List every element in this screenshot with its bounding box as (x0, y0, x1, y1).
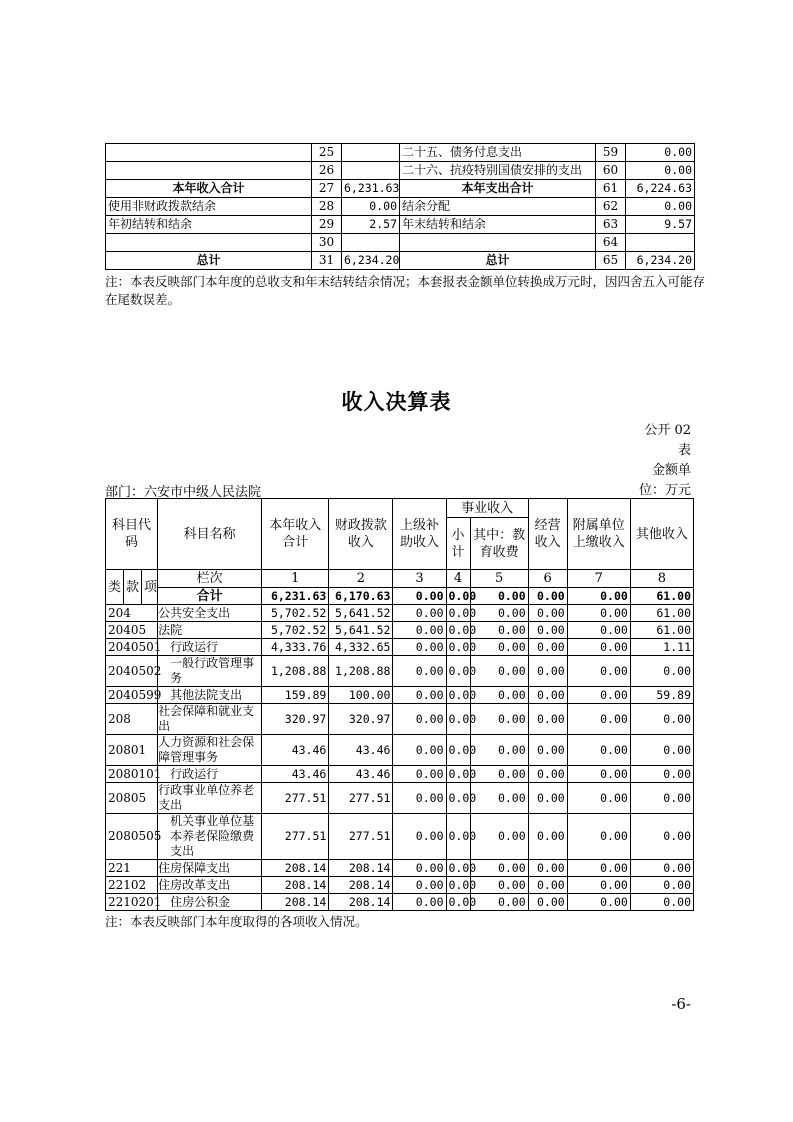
table-row (106, 639, 694, 656)
row-value: 0.00 (470, 639, 528, 656)
row-value: 208.14 (329, 860, 393, 877)
row-value: 0.00 (393, 622, 446, 639)
row-value: 277.51 (329, 783, 393, 814)
unit-label-line1: 金额单 (651, 463, 691, 478)
row-value: 0.00 (567, 656, 630, 687)
row-left-amount (342, 162, 400, 180)
row-value: 1,208.88 (329, 656, 393, 687)
row-left-line-no: 29 (312, 216, 342, 234)
header-row-1 (106, 499, 694, 518)
row-value: 0.00 (470, 704, 528, 735)
row-right-label: 年末结转和结余 (400, 216, 596, 234)
row-right-label: 二十六、抗疫特别国债安排的支出 (400, 162, 596, 180)
total-row-label: 合计 (158, 588, 262, 605)
header-fiscal: 财政拨款收入 (329, 499, 393, 570)
row-value: 5,641.52 (329, 605, 393, 622)
row-value: 5,641.52 (329, 622, 393, 639)
row-value: 0.00 (393, 877, 446, 894)
row-value: 43.46 (329, 735, 393, 766)
table-row (106, 704, 694, 735)
row-right-line-no: 62 (596, 198, 626, 216)
row-value: 0.00 (630, 704, 693, 735)
row-name: 人力资源和社会保障管理事务 (158, 735, 262, 766)
row-value: 0.00 (528, 783, 567, 814)
department-label: 部门：六安市中级人民法院 (105, 485, 262, 500)
row-value: 277.51 (262, 814, 329, 860)
row-value: 0.00 (470, 687, 528, 704)
row-right-line-no: 61 (596, 180, 626, 198)
table-row (106, 656, 694, 687)
row-value: 320.97 (329, 704, 393, 735)
row-code: 2040501 (106, 639, 158, 656)
row-left-line-no: 25 (312, 144, 342, 162)
row-value: 0.00 (567, 766, 630, 783)
row-name: 公共安全支出 (158, 605, 262, 622)
row-value: 0.00 (393, 814, 446, 860)
row-left-label: 总计 (106, 252, 312, 270)
row-right-label: 二十五、债务付息支出 (400, 144, 596, 162)
row-right-amount: 0.00 (626, 198, 695, 216)
total-value: 6,231.63 (262, 588, 329, 605)
row-value: 0.00 (528, 766, 567, 783)
form-number: 公开 02 (644, 423, 691, 438)
row-name: 社会保障和就业支出 (158, 704, 262, 735)
row-value: 0.00 (446, 894, 470, 911)
row-code: 208 (106, 704, 158, 735)
row-name: 其他法院支出 (158, 687, 262, 704)
table-row (106, 622, 694, 639)
row-value: 0.00 (446, 735, 470, 766)
header-edu: 其中：教育收费 (470, 518, 528, 570)
row-value: 0.00 (393, 704, 446, 735)
row-value: 0.00 (446, 814, 470, 860)
row-right-amount: 6,224.63 (626, 180, 695, 198)
row-name: 机关事业单位基本养老保险缴费支出 (158, 814, 262, 860)
row-code: 20405 (106, 622, 158, 639)
total-value: 0.00 (567, 588, 630, 605)
row-value: 159.89 (262, 687, 329, 704)
table-row (106, 877, 694, 894)
income-statement-table (105, 498, 694, 911)
row-value: 0.00 (393, 735, 446, 766)
row-value: 0.00 (393, 687, 446, 704)
row-right-line-no: 64 (596, 234, 626, 252)
header-other: 其他收入 (630, 499, 693, 570)
row-value: 43.46 (329, 766, 393, 783)
row-right-label: 总计 (400, 252, 596, 270)
header-row-3 (106, 570, 694, 588)
row-left-label (106, 234, 312, 252)
row-value: 0.00 (567, 704, 630, 735)
row-right-label (400, 234, 596, 252)
row-value: 0.00 (630, 735, 693, 766)
row-value: 0.00 (393, 656, 446, 687)
col-num-8: 8 (630, 570, 693, 588)
table-row (106, 814, 694, 860)
row-value: 0.00 (446, 622, 470, 639)
col-num-1: 1 (262, 570, 329, 588)
row-right-amount: 6,234.20 (626, 252, 695, 270)
row-value: 0.00 (393, 783, 446, 814)
row-name: 法院 (158, 622, 262, 639)
row-left-line-no: 28 (312, 198, 342, 216)
row-left-label (106, 144, 312, 162)
row-value: 277.51 (329, 814, 393, 860)
row-value: 0.00 (446, 687, 470, 704)
row-value: 0.00 (528, 735, 567, 766)
row-code: 2210201 (106, 894, 158, 911)
row-value: 0.00 (446, 783, 470, 814)
col-num-6: 6 (528, 570, 567, 588)
row-value: 0.00 (528, 639, 567, 656)
total-value: 0.00 (393, 588, 446, 605)
row-value: 0.00 (446, 860, 470, 877)
row-right-line-no: 60 (596, 162, 626, 180)
row-left-line-no: 26 (312, 162, 342, 180)
row-value: 0.00 (393, 605, 446, 622)
table-row (106, 162, 695, 180)
row-left-amount: 6,234.20 (342, 252, 400, 270)
row-value: 0.00 (446, 639, 470, 656)
row-left-line-no: 31 (312, 252, 342, 270)
header-lanci: 栏次 (158, 570, 262, 588)
row-right-amount: 0.00 (626, 144, 695, 162)
row-code: 20801 (106, 735, 158, 766)
row-value: 0.00 (528, 860, 567, 877)
table-row (106, 783, 694, 814)
row-left-label: 年初结转和结余 (106, 216, 312, 234)
row-value: 0.00 (528, 622, 567, 639)
row-right-amount: 9.57 (626, 216, 695, 234)
row-value: 208.14 (329, 877, 393, 894)
header-subtotal: 小计 (446, 518, 470, 570)
row-code: 204 (106, 605, 158, 622)
header-total: 本年收入合计 (262, 499, 329, 570)
col-num-7: 7 (567, 570, 630, 588)
row-value: 0.00 (446, 704, 470, 735)
row-value: 0.00 (393, 766, 446, 783)
row-value: 0.00 (567, 783, 630, 814)
row-value: 0.00 (470, 814, 528, 860)
row-value: 0.00 (567, 622, 630, 639)
row-left-amount: 2.57 (342, 216, 400, 234)
row-value: 0.00 (446, 877, 470, 894)
row-value: 0.00 (528, 656, 567, 687)
total-value: 0.00 (446, 588, 470, 605)
row-value: 0.00 (630, 894, 693, 911)
table-row (106, 180, 695, 198)
row-left-line-no: 27 (312, 180, 342, 198)
row-value: 0.00 (470, 877, 528, 894)
row-value: 61.00 (630, 622, 693, 639)
row-left-amount: 6,231.63 (342, 180, 400, 198)
row-value: 5,702.52 (262, 605, 329, 622)
table-row (106, 252, 695, 270)
row-code: 2080101 (106, 766, 158, 783)
row-left-line-no: 30 (312, 234, 342, 252)
row-value: 320.97 (262, 704, 329, 735)
col-num-2: 2 (329, 570, 393, 588)
row-name: 行政运行 (158, 766, 262, 783)
row-value: 208.14 (329, 894, 393, 911)
income-expense-summary-table (105, 143, 695, 270)
row-value: 0.00 (567, 860, 630, 877)
col-num-5: 5 (470, 570, 528, 588)
row-value: 5,702.52 (262, 622, 329, 639)
header-lei: 类 (106, 570, 124, 605)
header-business: 事业收入 (446, 499, 528, 518)
table-row (106, 605, 694, 622)
row-value: 0.00 (567, 877, 630, 894)
row-value: 0.00 (528, 704, 567, 735)
row-value: 0.00 (528, 687, 567, 704)
row-name: 行政事业单位养老支出 (158, 783, 262, 814)
row-code: 2040502 (106, 656, 158, 687)
row-value: 0.00 (630, 656, 693, 687)
row-value: 0.00 (630, 860, 693, 877)
row-value: 208.14 (262, 877, 329, 894)
table-row (106, 894, 694, 911)
row-code: 22102 (106, 877, 158, 894)
row-value: 0.00 (470, 783, 528, 814)
row-value: 0.00 (393, 639, 446, 656)
row-value: 1,208.88 (262, 656, 329, 687)
row-value: 0.00 (393, 894, 446, 911)
row-value: 0.00 (528, 894, 567, 911)
row-value: 0.00 (470, 735, 528, 766)
header-kuan: 款 (124, 570, 142, 605)
row-left-amount: 0.00 (342, 198, 400, 216)
row-value: 0.00 (567, 735, 630, 766)
row-value: 0.00 (630, 766, 693, 783)
row-value: 43.46 (262, 766, 329, 783)
row-name: 行政运行 (158, 639, 262, 656)
row-value: 0.00 (528, 814, 567, 860)
header-xiang: 项 (142, 570, 158, 605)
table-row (106, 860, 694, 877)
row-value: 0.00 (393, 860, 446, 877)
row-value: 0.00 (567, 687, 630, 704)
table-row (106, 234, 695, 252)
row-value: 4,333.76 (262, 639, 329, 656)
row-value: 43.46 (262, 735, 329, 766)
header-name: 科目名称 (158, 499, 262, 570)
row-right-amount: 0.00 (626, 162, 695, 180)
row-left-label (106, 162, 312, 180)
row-right-line-no: 59 (596, 144, 626, 162)
form-suffix: 表 (677, 443, 691, 458)
row-code: 2040599 (106, 687, 158, 704)
row-left-label: 使用非财政拨款结余 (106, 198, 312, 216)
row-value: 0.00 (630, 877, 693, 894)
row-value: 0.00 (470, 656, 528, 687)
income-table-note: 注：本表反映部门本年度取得的各项收入情况。 (105, 914, 368, 929)
header-affiliate: 附属单位上缴收入 (567, 499, 630, 570)
row-code: 2080505 (106, 814, 158, 860)
row-value: 4,332.65 (329, 639, 393, 656)
table-row (106, 687, 694, 704)
row-value: 0.00 (446, 766, 470, 783)
row-value: 100.00 (329, 687, 393, 704)
row-value: 0.00 (567, 639, 630, 656)
row-right-label: 结余分配 (400, 198, 596, 216)
row-value: 0.00 (528, 605, 567, 622)
table-row (106, 766, 694, 783)
row-value: 208.14 (262, 860, 329, 877)
row-right-line-no: 65 (596, 252, 626, 270)
row-value: 0.00 (630, 783, 693, 814)
row-value: 0.00 (567, 814, 630, 860)
row-name: 住房公积金 (158, 894, 262, 911)
table-row (106, 216, 695, 234)
header-operation: 经营收入 (528, 499, 567, 570)
header-superior: 上级补助收入 (393, 499, 446, 570)
page-title: 收入决算表 (341, 390, 452, 414)
row-right-line-no: 63 (596, 216, 626, 234)
row-code: 221 (106, 860, 158, 877)
row-value: 0.00 (446, 605, 470, 622)
row-value: 1.11 (630, 639, 693, 656)
page-number: -6- (671, 995, 691, 1013)
summary-table-body (106, 144, 695, 270)
row-name: 住房改革支出 (158, 877, 262, 894)
col-num-4: 4 (446, 570, 470, 588)
row-left-amount (342, 144, 400, 162)
row-value: 0.00 (470, 894, 528, 911)
col-num-3: 3 (393, 570, 446, 588)
row-value: 0.00 (528, 877, 567, 894)
row-left-label: 本年收入合计 (106, 180, 312, 198)
row-value: 0.00 (470, 766, 528, 783)
unit-label-line2: 位：万元 (638, 483, 691, 498)
total-value: 61.00 (630, 588, 693, 605)
table-row (106, 735, 694, 766)
row-right-amount (626, 234, 695, 252)
row-value: 208.14 (262, 894, 329, 911)
row-value: 277.51 (262, 783, 329, 814)
row-value: 59.89 (630, 687, 693, 704)
total-value: 0.00 (470, 588, 528, 605)
row-value: 0.00 (567, 894, 630, 911)
total-row (106, 588, 694, 605)
row-value: 0.00 (470, 860, 528, 877)
total-value: 6,170.63 (329, 588, 393, 605)
table-row (106, 198, 695, 216)
row-value: 0.00 (470, 605, 528, 622)
row-value: 0.00 (470, 622, 528, 639)
row-right-label: 本年支出合计 (400, 180, 596, 198)
total-value: 0.00 (528, 588, 567, 605)
row-name: 一般行政管理事务 (158, 656, 262, 687)
row-value: 0.00 (567, 605, 630, 622)
summary-table-note: 注：本表反映部门本年度的总收支和年末结转结余情况；本套报表金额单位转换成万元时，因四舍五入可能存在尾数误差。 (105, 274, 706, 307)
row-code: 20805 (106, 783, 158, 814)
income-table-body (106, 499, 694, 911)
row-value: 0.00 (446, 656, 470, 687)
row-value: 61.00 (630, 605, 693, 622)
row-value: 0.00 (630, 814, 693, 860)
row-left-amount (342, 234, 400, 252)
row-name: 住房保障支出 (158, 860, 262, 877)
table-row (106, 144, 695, 162)
header-code: 科目代码 (106, 499, 158, 570)
